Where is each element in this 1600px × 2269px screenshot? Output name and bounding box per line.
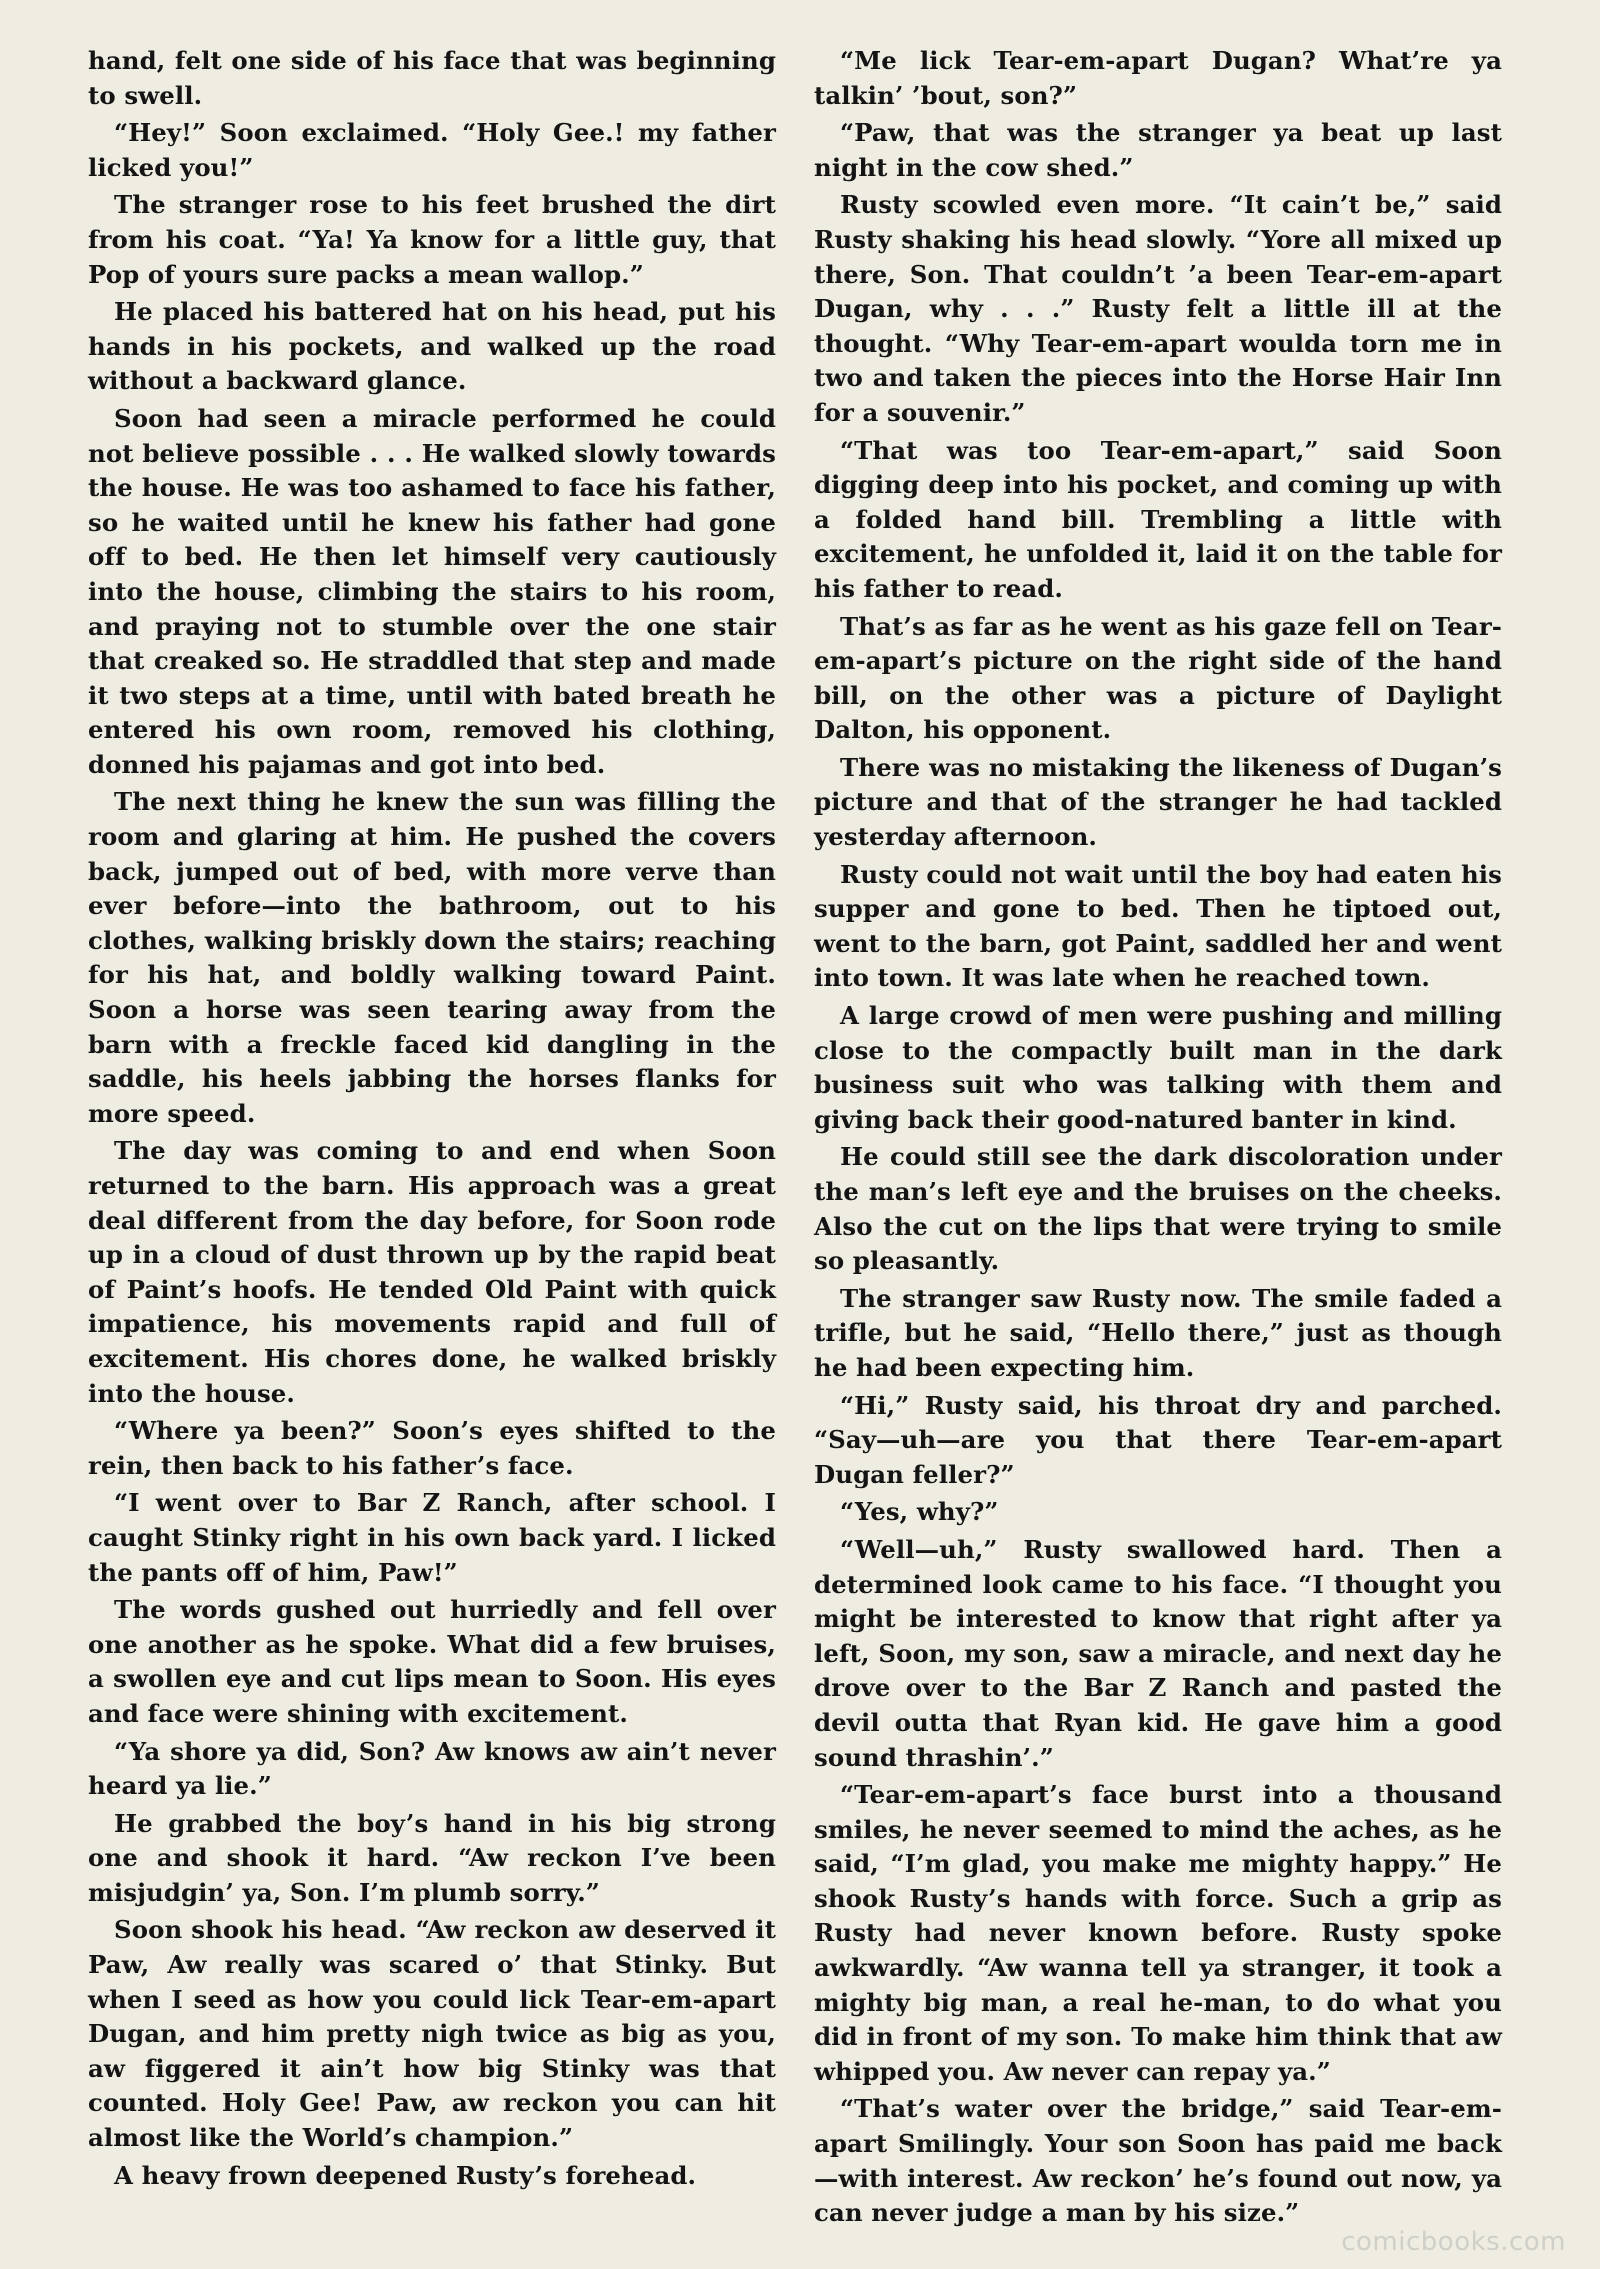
paragraph: “Yes, why?” [840, 1497, 999, 1527]
watermark: comicbooks.com [1341, 2227, 1566, 2257]
paragraph: That’s as far as he went as his gaze fell on Tear-em-apart’s picture on the right side of the hand bill, on the other was a picture of Daylight Dalton, his opponent. [814, 611, 1502, 745]
paragraph: “Hey!” Soon exclaimed. “Holy Gee.! my father licked you!” [88, 118, 776, 182]
paragraph: He grabbed the boy’s hand in his big strong one and shook it hard. “Aw reckon I’ve been misjudgin’ ya, Son. I’m plumb sorry.” [88, 1808, 776, 1907]
paragraph: The words gushed out hurriedly and fell over one another as he spoke. What did a few bruises, a swollen eye and cut lips mean to Soon. His eyes and face were shining with excitement. [88, 1595, 776, 1728]
left-column [88, 44, 776, 2269]
paragraph: “Me lick Tear-em-apart Dugan? What’re ya talkin’ ’bout, son?” [814, 46, 1502, 110]
paragraph: Rusty could not wait until the boy had eaten his supper and gone to bed. Then he tiptoed out, went to the barn, got Paint, saddled her and went into town. It was late when he reached town. [814, 859, 1502, 993]
paragraph: Rusty scowled even more. “It cain’t be,” said Rusty shaking his head slowly. “Yore all mixed up there, Son. That couldn’t ’a been Tear-em-apart Dugan, why . . .” Rusty felt a little ill at the thought. “Why Tear-em-apart woulda torn me in two and taken the pieces into the Horse Hair Inn for a souvenir.” [814, 190, 1502, 427]
paragraph: The stranger rose to his feet brushed the dirt from his coat. “Ya! Ya know for a little guy, that Pop of yours sure packs a mean wallop.” [88, 190, 776, 289]
paragraph: A large crowd of men were pushing and milling close to the compactly built man in the dark business suit who was talking with them and giving back their good-natured banter in kind. [814, 1001, 1502, 1134]
paragraph: “Ya shore ya did, Son? Aw knows aw ain’t never heard ya lie.” [88, 1736, 776, 1801]
paragraph: “That’s water over the bridge,” said Tear-em-apart Smilingly. Your son Soon has paid me back—with interest. Aw reckon’ he’s found out now, ya can never judge a man by his size.” [814, 2094, 1502, 2228]
paragraph: There was no mistaking the likeness of Dugan’s picture and that of the stranger he had tackled yesterday afternoon. [814, 752, 1502, 852]
paragraph: “Hi,” Rusty said, his throat dry and parched. “Say—uh—are you that there Tear-em-apart Dugan feller?” [814, 1390, 1502, 1489]
paragraph: The next thing he knew the sun was filling the room and glaring at him. He pushed the covers back, jumped out of bed, with more verve than ever before—into the bathroom, out to his clothes, walking briskly down the stairs; reaching for his hat, and boldly walking toward Paint. Soon a horse was seen tearing away from the barn with a freckle faced kid dangling in the saddle, his heels jabbing the horses flanks for more speed. [88, 787, 776, 1128]
right-column [814, 44, 1502, 2269]
paragraph: “Where ya been?” Soon’s eyes shifted to the rein, then back to his father’s face. [88, 1416, 776, 1480]
paragraph: Soon had seen a miracle performed he could not believe possible . . . He walked slowly towards the house. He was too ashamed to face his father, so he waited until he knew his father had gone off to bed. He then let himself very cautiously into the house, climbing the stairs to his room, and praying not to stumble over the one stair that creaked so. He straddled that step and made it two steps at a time, until with bated breath he entered his own room, removed his clothing, donned his pajamas and got into bed. [88, 403, 776, 779]
paragraph: The day was coming to and end when Soon returned to the barn. His approach was a great deal different from the day before, for Soon rode up in a cloud of dust thrown up by the rapid beat of Paint’s hoofs. He tended Old Paint with quick impatience, his movements rapid and full of excitement. His chores done, he walked briskly into the house. [88, 1136, 776, 1408]
paragraph: The stranger saw Rusty now. The smile faded a trifle, but he said, “Hello there,” just as though he had been expecting him. [814, 1283, 1502, 1382]
paragraph: A heavy frown deepened Rusty’s forehead. [114, 2160, 697, 2190]
paragraph: “I went over to Bar Z Ranch, after school. I caught Stinky right in his own back yard. I licked the pants off of him, Paw!” [88, 1488, 776, 1587]
paragraph: “Well—uh,” Rusty swallowed hard. Then a determined look came to his face. “I thought you might be interested to know that right after ya left, Soon, my son, saw a miracle, and next day he drove over to the Bar Z Ranch and pasted the devil outta that Ryan kid. He gave him a good sound thrashin’.” [814, 1534, 1502, 1772]
paragraph: Soon shook his head. “Aw reckon aw deserved it Paw, Aw really was scared o’ that Stinky. But when I seed as how you could lick Tear-em-apart Dugan, and him pretty nigh twice as big as you, aw figgered it ain’t how big Stinky was that counted. Holy Gee! Paw, aw reckon you can hit almost like the World’s champion.” [88, 1915, 776, 2153]
paragraph: “That was too Tear-em-apart,” said Soon digging deep into his pocket, and coming up with a folded hand bill. Trembling a little with excitement, he unfolded it, laid it on the table for his father to read. [814, 435, 1502, 603]
paragraph: “Tear-em-apart’s face burst into a thousand smiles, he never seemed to mind the aches, as he said, “I’m glad, you make me mighty happy.” He shook Rusty’s hands with force. Such a grip as Rusty had never known before. Rusty spoke awkwardly. “Aw wanna tell ya stranger, it took a mighty big man, a real he-man, to do what you did in front of my son. To make him think that aw whipped you. Aw never can repay ya.” [814, 1780, 1502, 2086]
paragraph: He placed his battered hat on his head, put his hands in his pockets, and walked up the road without a backward glance. [88, 297, 776, 396]
paragraph: He could still see the dark discoloration under the man’s left eye and the bruises on the cheeks. Also the cut on the lips that were trying to smile so pleasantly. [814, 1142, 1502, 1276]
paragraph: hand, felt one side of his face that was beginning to swell. [88, 46, 776, 110]
paragraph: “Paw, that was the stranger ya beat up last night in the cow shed.” [814, 118, 1502, 182]
